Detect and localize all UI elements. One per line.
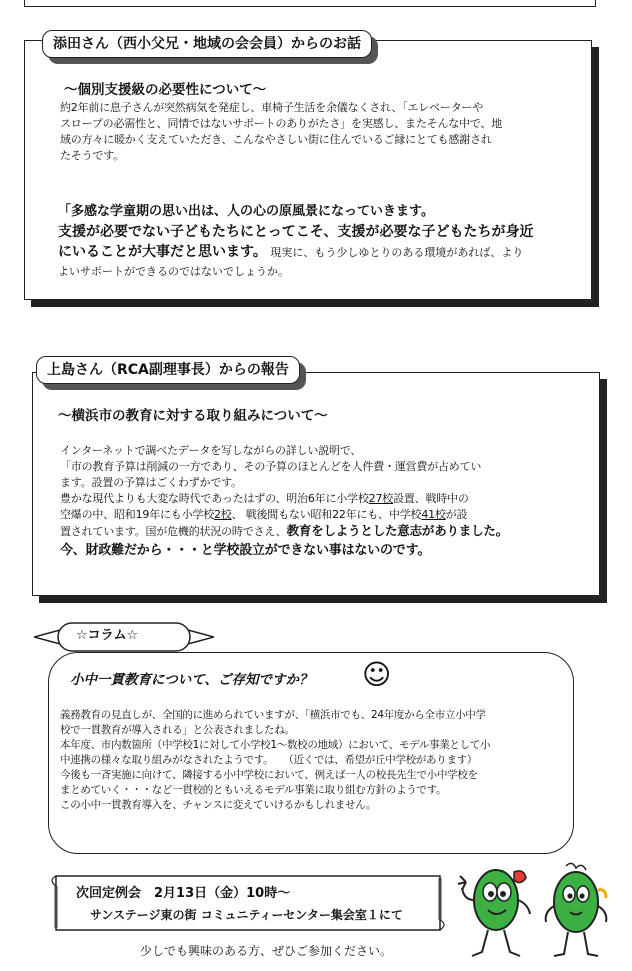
section1-paragraph [60, 100, 580, 164]
text-line: 約2年前に息子さんが突然病気を発症し、車椅子生活を余儀なくされ、「エレベーターや [60, 101, 484, 114]
quote-line: 支援が必要でない子どもたちにとってこそ、支援が必要な子どもたちが身近 [58, 224, 534, 240]
quote-line-bold: にいることが大事だと思います。 [58, 244, 267, 260]
quote-line: よいサポートができるのではないでしょうか。 [58, 265, 289, 278]
quote-line-rest: 現実に、もう少しゆとりのある環境があれば、より [266, 246, 524, 259]
text-line [60, 491, 590, 507]
meeting-venue: サンステージ東の街 コミュニティーセンター集会室１にて [90, 908, 403, 922]
column-paragraph [60, 708, 570, 813]
text-line: 中連携の様々な取り組みがなされたようです。 （近くでは、希望が丘中学校があります） [60, 754, 478, 766]
underlined-count: 27校 [368, 492, 394, 505]
text-line: 義務教育の見直しが、全国的に進められていますが、「横浜市でも、24年度から全市立小中学 [60, 709, 486, 721]
text-line [60, 507, 590, 523]
text-emphasis: 教育をしようとした意志がありました。 [286, 523, 508, 538]
meeting-date: 次回定例会 2月13日（金）10時～ [76, 886, 291, 901]
text-segment: 空爆の中、昭和19年にも小学校 [60, 508, 214, 521]
underlined-count: 2校 [214, 508, 232, 521]
top-box-remnant [24, 0, 596, 7]
section1-quote [58, 202, 588, 281]
text-line: 校で一貫教育が導入される」と公表されましたね。 [60, 724, 295, 736]
text-line: スロープの必需性と、同情ではないサポートのありがたさ」を実感し、またそんな中で、地 [60, 117, 503, 130]
text-line [60, 523, 590, 540]
mascot-left-illustration [456, 860, 536, 965]
column-heading: 小中一貫教育について、ご存知ですか？ [70, 672, 313, 688]
text-line: 域の方々に暖かく支えていただき、こんなやさしい街に住んでいるご縁にとても感謝され [60, 133, 492, 146]
quote-line: 「多感な学童期の思い出は、人の心の原風景になっていきます。 [58, 204, 434, 219]
text-segment: 設置、戦時中の [393, 492, 469, 505]
section2-subtitle: ～横浜市の教育に対する取り組みについて～ [58, 408, 328, 424]
text-segment: 置されています。国が危機的状況の時でさえ、 [60, 525, 287, 538]
underlined-count: 41校 [421, 508, 446, 521]
column-label: ☆コラム☆ [76, 628, 139, 643]
text-line: 「市の教育予算は削減の一方であり、その予算のほとんどを人件費・運営費が占めてい [60, 460, 482, 473]
text-line: 今後も一斉実施に向けて、隣接する小中学校において、例えば一人の校長先生で小中学校を [60, 769, 478, 781]
mascot-right-illustration [536, 860, 616, 965]
text-segment: 、 戦後間もない昭和22年にも、中学校 [231, 508, 422, 521]
meeting-footer: 少しでも興味のある方、ぜひご参加ください。 [140, 944, 393, 958]
text-line: 本年度、市内数箇所（中学校1に対して小学校1～数校の地域）において、モデル事業として小 [60, 739, 491, 751]
section2-paragraph [60, 443, 590, 562]
section2-title: 上島さん（RCA副理事長）からの報告 [36, 356, 300, 384]
text-line-bold: 今、財政難だから・・・と学校設立ができない事はないのです。 [60, 543, 431, 558]
text-line: インターネットで調べたデータを写しながらの詳しい説明で、 [60, 444, 362, 457]
text-segment: が設 [445, 508, 468, 521]
text-line: この小中一貫教育導入を、チャンスに変えていけるかもしれません。 [60, 799, 377, 811]
text-line: まとめていく・・・など一貫校的ともいえるモデル事業に取り組む方針のようです。 [60, 784, 447, 796]
section1-subtitle: ～個別支援級の必要性について～ [64, 82, 267, 98]
section1-title: 添田さん（西小父兄・地域の会会員）からのお話 [42, 30, 372, 58]
smiley-icon: ☺ [362, 658, 392, 691]
text-line: ます。設置の予算はごくわずかです。 [60, 476, 242, 489]
text-line: たそうです。 [60, 149, 124, 162]
text-segment: 豊かな現代よりも大変な時代であったはずの、明治6年に小学校 [60, 492, 369, 505]
